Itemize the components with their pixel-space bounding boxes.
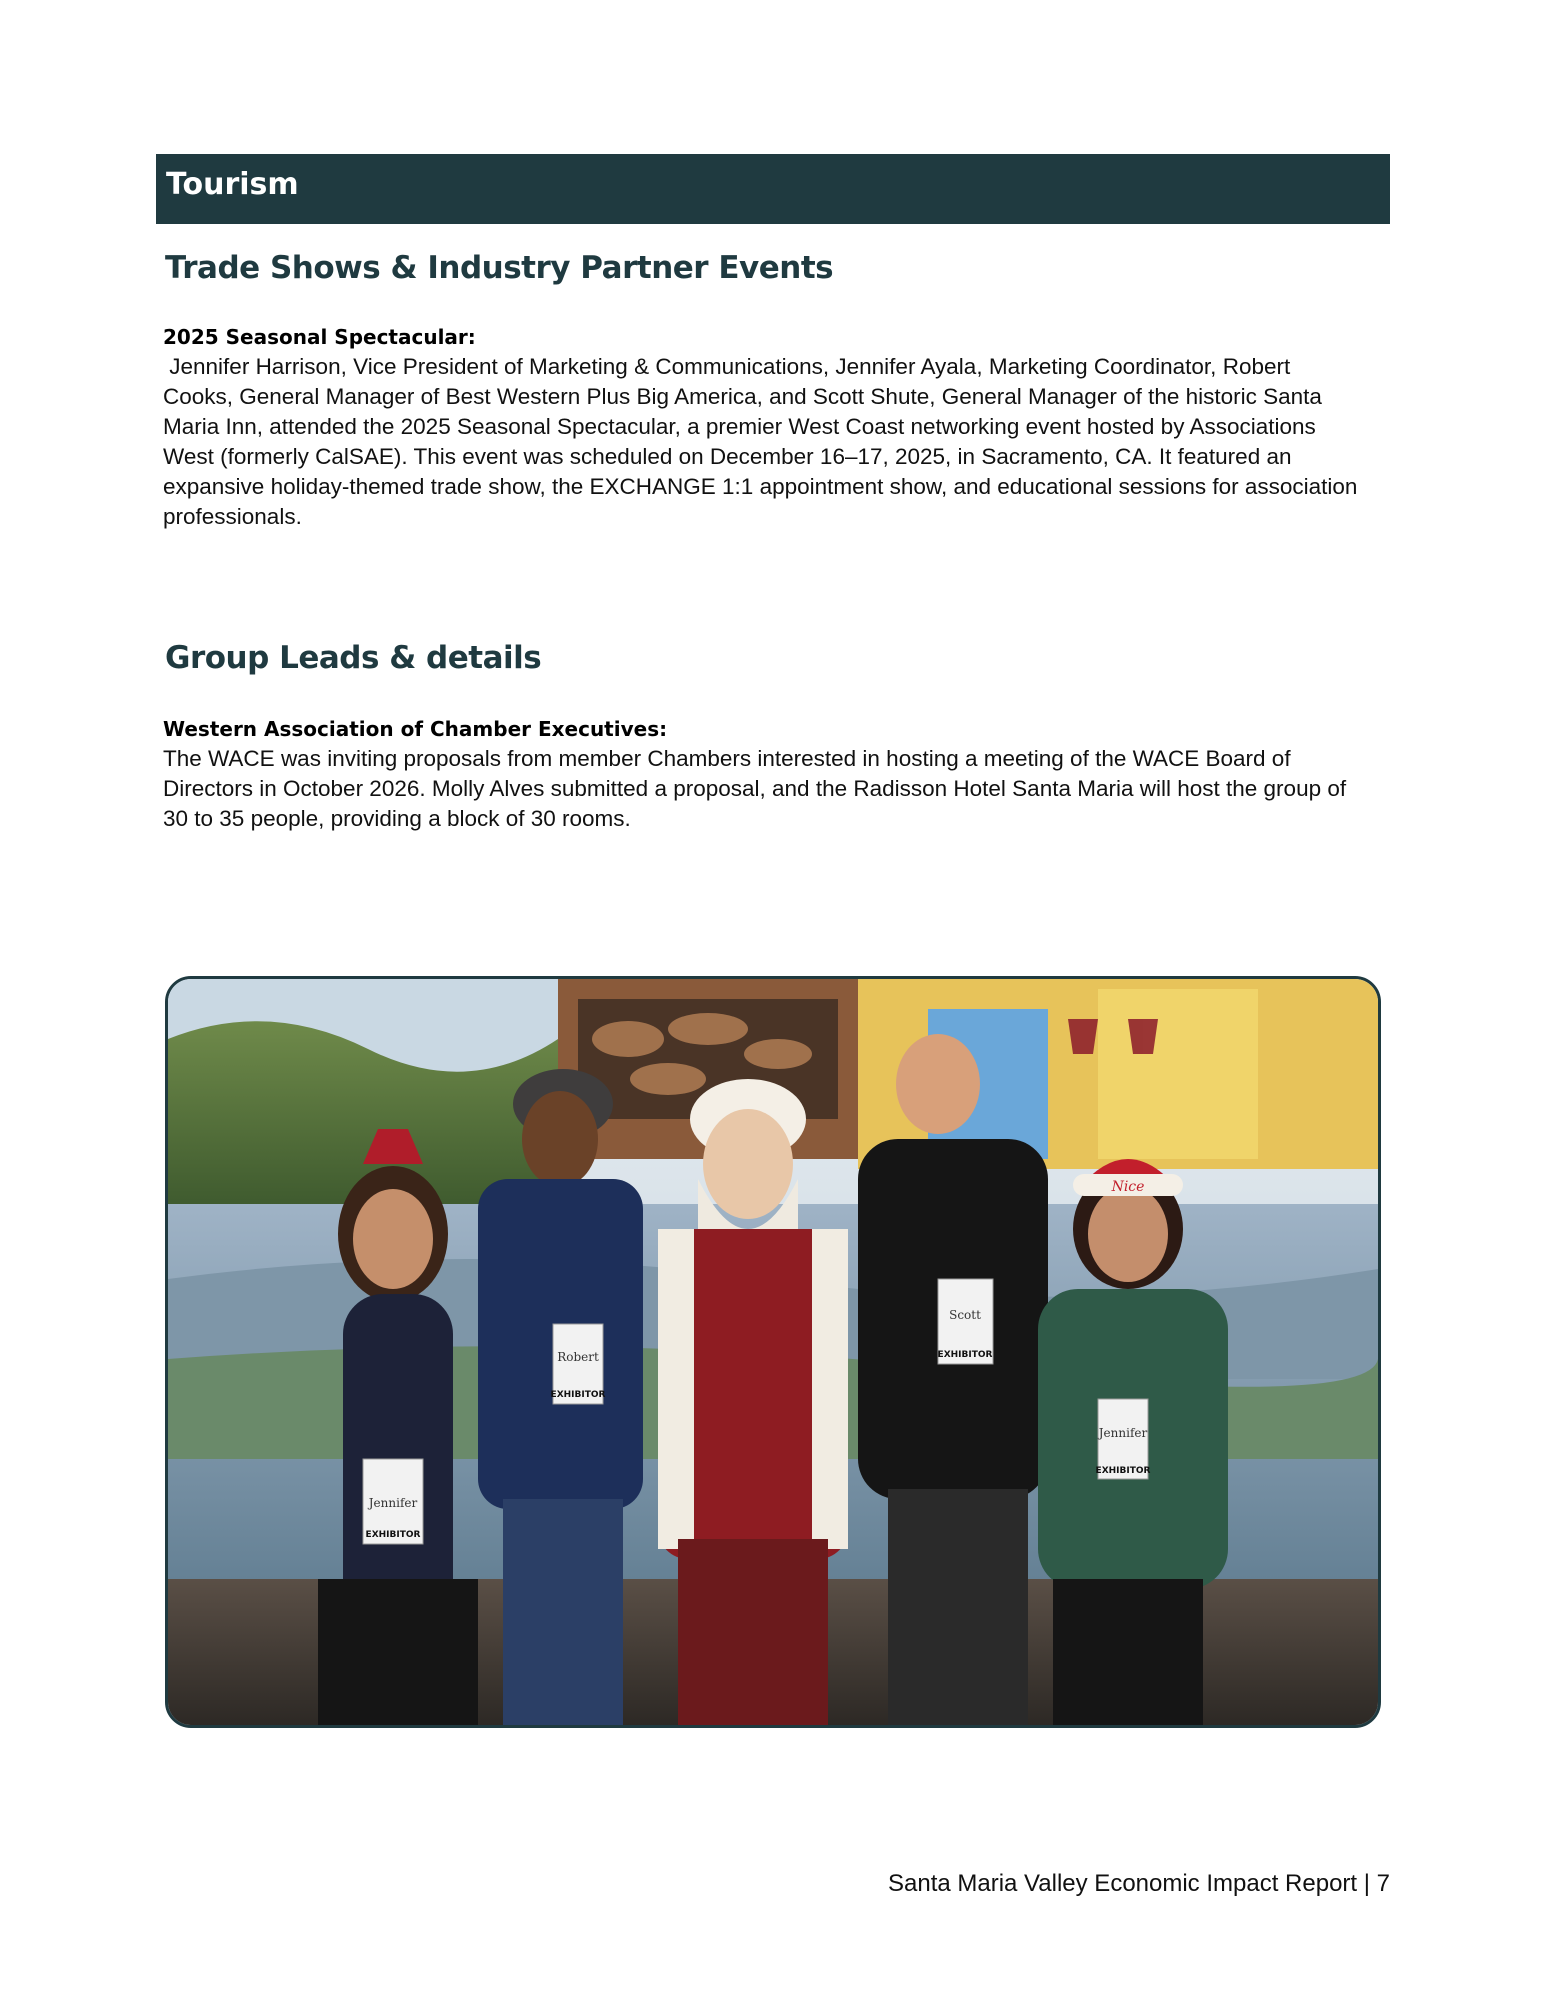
badge-label-3: EXHIBITOR bbox=[937, 1350, 993, 1360]
badge-name-4: Jennifer bbox=[1098, 1426, 1148, 1440]
seasonal-spectacular-body: Jennifer Harrison, Vice President of Marketing & Communications, Jennifer Ayala, Marketing Coordinator, Robert Cooks, General Manager of Best Western Plus Big America, and Scott Shute, General Manager of the historic Santa Maria Inn, attended the 2025 Seasonal Spectacular, a premier West Coast networking event hosted by Associations West (formerly CalSAE). This event was scheduled on December 16–17, 2025, in Sacramento, CA. It featured an expansive holiday-themed trade show, the EXCHANGE 1:1 appointment show, and educational sessions for association professionals. bbox=[163, 354, 1364, 529]
event-photo bbox=[165, 976, 1381, 1728]
badge-name-1: Jennifer bbox=[368, 1496, 418, 1510]
badge-name-2: Robert bbox=[557, 1350, 599, 1364]
seasonal-spectacular-title: 2025 Seasonal Spectacular: bbox=[163, 325, 476, 349]
wace-title: Western Association of Chamber Executives: bbox=[163, 717, 668, 741]
page-footer: Santa Maria Valley Economic Impact Report | 7 bbox=[887, 1870, 1390, 1897]
section-title: Tourism bbox=[166, 167, 299, 202]
badge-label-2: EXHIBITOR bbox=[550, 1390, 606, 1400]
hat-text: Nice bbox=[1111, 1179, 1145, 1195]
event-photo-illustration bbox=[168, 979, 1378, 1725]
group-leads-heading: Group Leads & details bbox=[165, 640, 542, 676]
badge-label-4: EXHIBITOR bbox=[1095, 1466, 1151, 1476]
trade-shows-heading: Trade Shows & Industry Partner Events bbox=[165, 250, 834, 286]
badge-name-3: Scott bbox=[949, 1308, 981, 1322]
wace-body: The WACE was inviting proposals from member Chambers interested in hosting a meeting of the WACE Board of Directors in October 2026. Molly Alves submitted a proposal, and the Radisson Hotel Santa Maria will host the group of 30 to 35 people, providing a block of 30 rooms. bbox=[163, 746, 1347, 831]
badge-label-1: EXHIBITOR bbox=[365, 1530, 421, 1540]
section-header-bar bbox=[156, 154, 1390, 224]
